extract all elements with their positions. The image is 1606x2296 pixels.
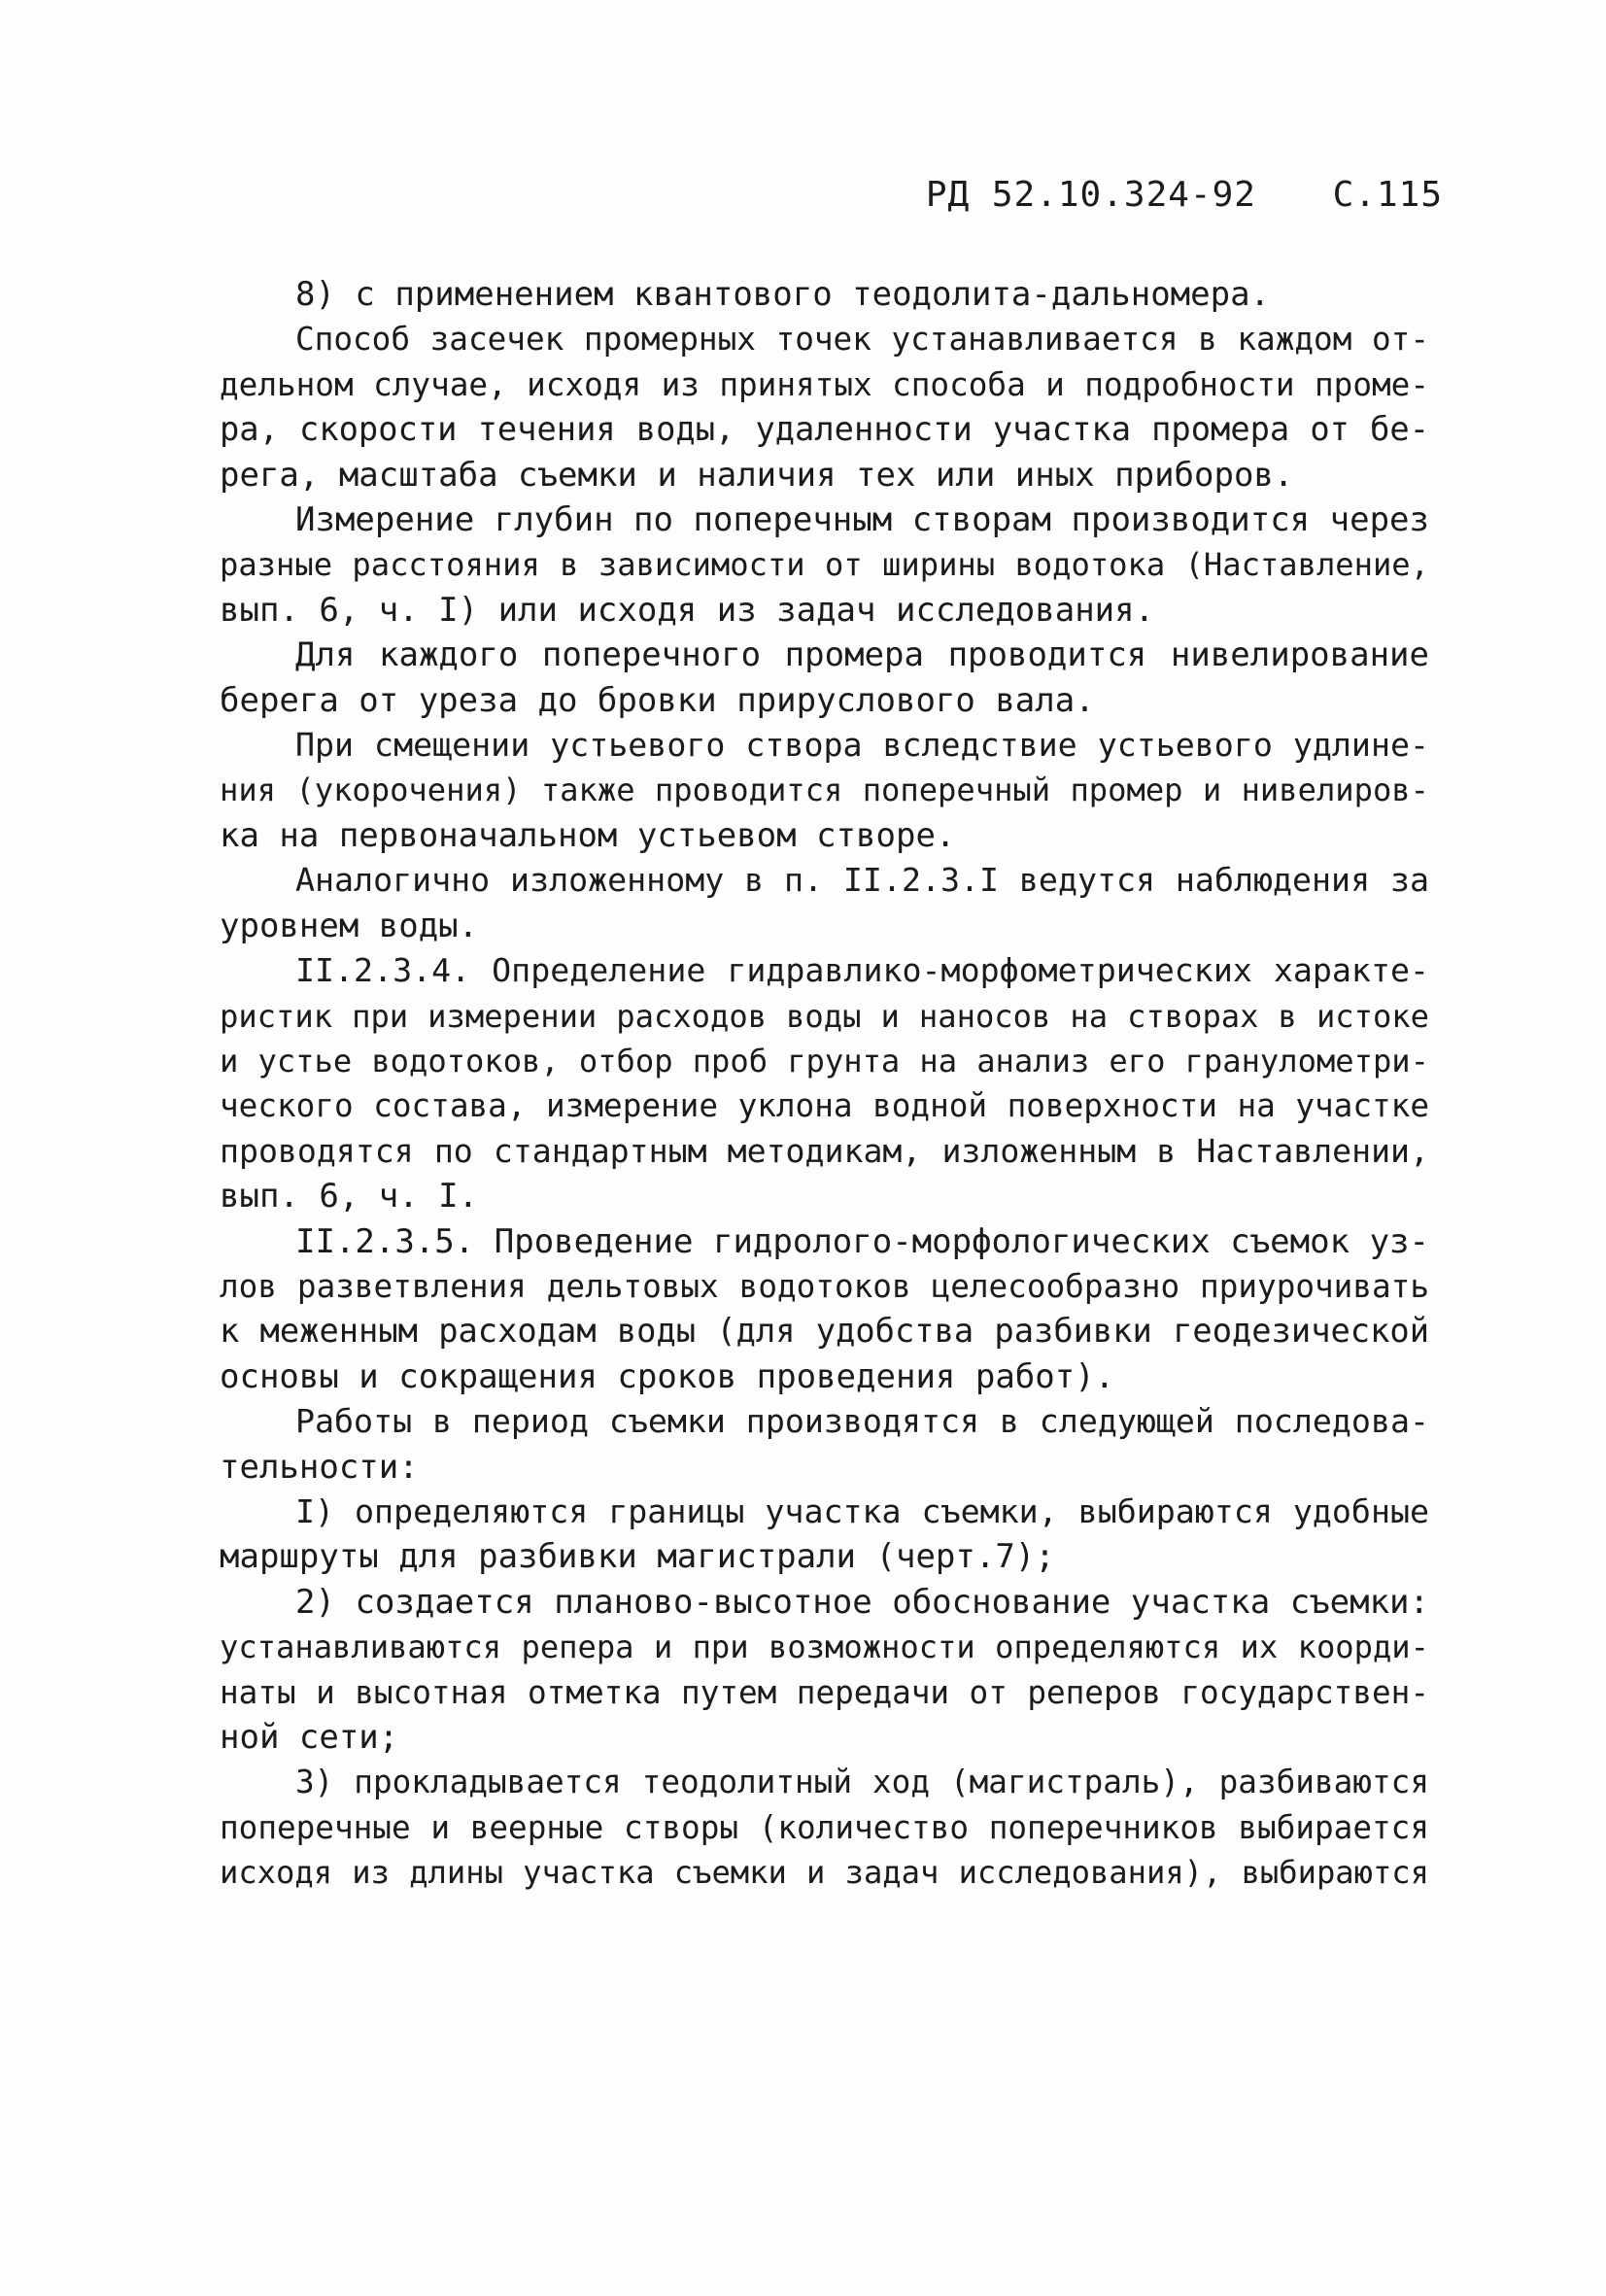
text-line: устанавливаются репера и при возможности определяются их коорди- <box>220 1628 1429 1666</box>
text-line: рега, масштаба съемки и наличия тех или иных приборов. <box>220 455 1294 495</box>
text-line: лов разветвления дельтовых водотоков целесообразно приурочивать <box>220 1267 1429 1305</box>
text-line: ния (укорочения) также проводится поперечный промер и нивелиров- <box>220 771 1429 809</box>
text-line: II.2.3.5. Проведение гидролого-морфологических съемок уз- <box>295 1221 1429 1261</box>
text-line: тельности: <box>220 1447 419 1487</box>
text-line: основы и сокращения сроков проведения работ). <box>220 1356 1115 1396</box>
text-line: Измерение глубин по поперечным створам производится через <box>295 500 1429 540</box>
text-line: маршруты для разбивки магистрали (черт.7); <box>220 1537 1055 1577</box>
text-line: 3) прокладывается теодолитный ход (магистраль), разбиваются <box>295 1764 1429 1801</box>
page-number: С.115 <box>1332 175 1443 215</box>
text-line: ристик при измерении расходов воды и наносов на створах в истоке <box>220 997 1429 1035</box>
text-line: Аналогично изложенному в п. II.2.3.I ведутся наблюдения за <box>295 861 1429 900</box>
text-line: вып. 6, ч. I) или исходя из задач исследования. <box>220 590 1155 630</box>
text-line: ра, скорости течения воды, удаленности участка промера от бе- <box>220 410 1429 449</box>
text-line: II.2.3.4. Определение гидравлико-морфометрических характе- <box>295 951 1429 990</box>
body-text <box>220 272 1429 1896</box>
text-line: проводятся по стандартным методикам, изложенным в Наставлении, <box>220 1131 1429 1170</box>
text-line: I) определяются границы участка съемки, выбираются удобные <box>295 1491 1429 1530</box>
text-line: вып. 6, ч. I. <box>220 1177 479 1217</box>
text-line: 2) создается планово-высотное обоснование участка съемки: <box>295 1582 1429 1622</box>
text-line: исходя из длины участка съемки и задач исследования), выбираются <box>220 1854 1429 1892</box>
text-line: разные расстояния в зависимости от ширины водотока (Наставление, <box>220 546 1429 584</box>
text-line: 8) с применением квантового теодолита-дальномера. <box>295 275 1271 314</box>
text-line: и устье водотоков, отбор проб грунта на анализ его гранулометри- <box>220 1042 1429 1079</box>
text-line: уровнем воды. <box>220 906 479 945</box>
text-line: ной сети; <box>220 1718 399 1757</box>
text-line: берега от уреза до бровки прируслового вала. <box>220 680 1095 720</box>
text-line: наты и высотная отметка путем передачи от реперов государствен- <box>220 1673 1429 1711</box>
text-line: При смещении устьевого створа вследствие устьевого удлине- <box>295 726 1429 765</box>
text-line: к меженным расходам воды (для удобства разбивки геодезической <box>220 1312 1429 1351</box>
text-line: Работы в период съемки производятся в следующей последова- <box>295 1402 1429 1441</box>
text-line: поперечные и веерные створы (количество поперечников выбирается <box>220 1808 1429 1846</box>
document-code: РД 52.10.324-92 <box>925 175 1256 215</box>
text-line: ка на первоначальном устьевом створе. <box>220 815 956 855</box>
page-header <box>926 175 1443 215</box>
text-line: дельном случае, исходя из принятых способа и подробности проме- <box>220 365 1429 403</box>
text-line: Способ засечек промерных точек устанавливается в каждом от- <box>295 321 1429 359</box>
text-line: ческого состава, измерение уклона водной поверхности на участке <box>220 1087 1429 1125</box>
text-line: Для каждого поперечного промера проводится нивелирование <box>295 635 1429 675</box>
